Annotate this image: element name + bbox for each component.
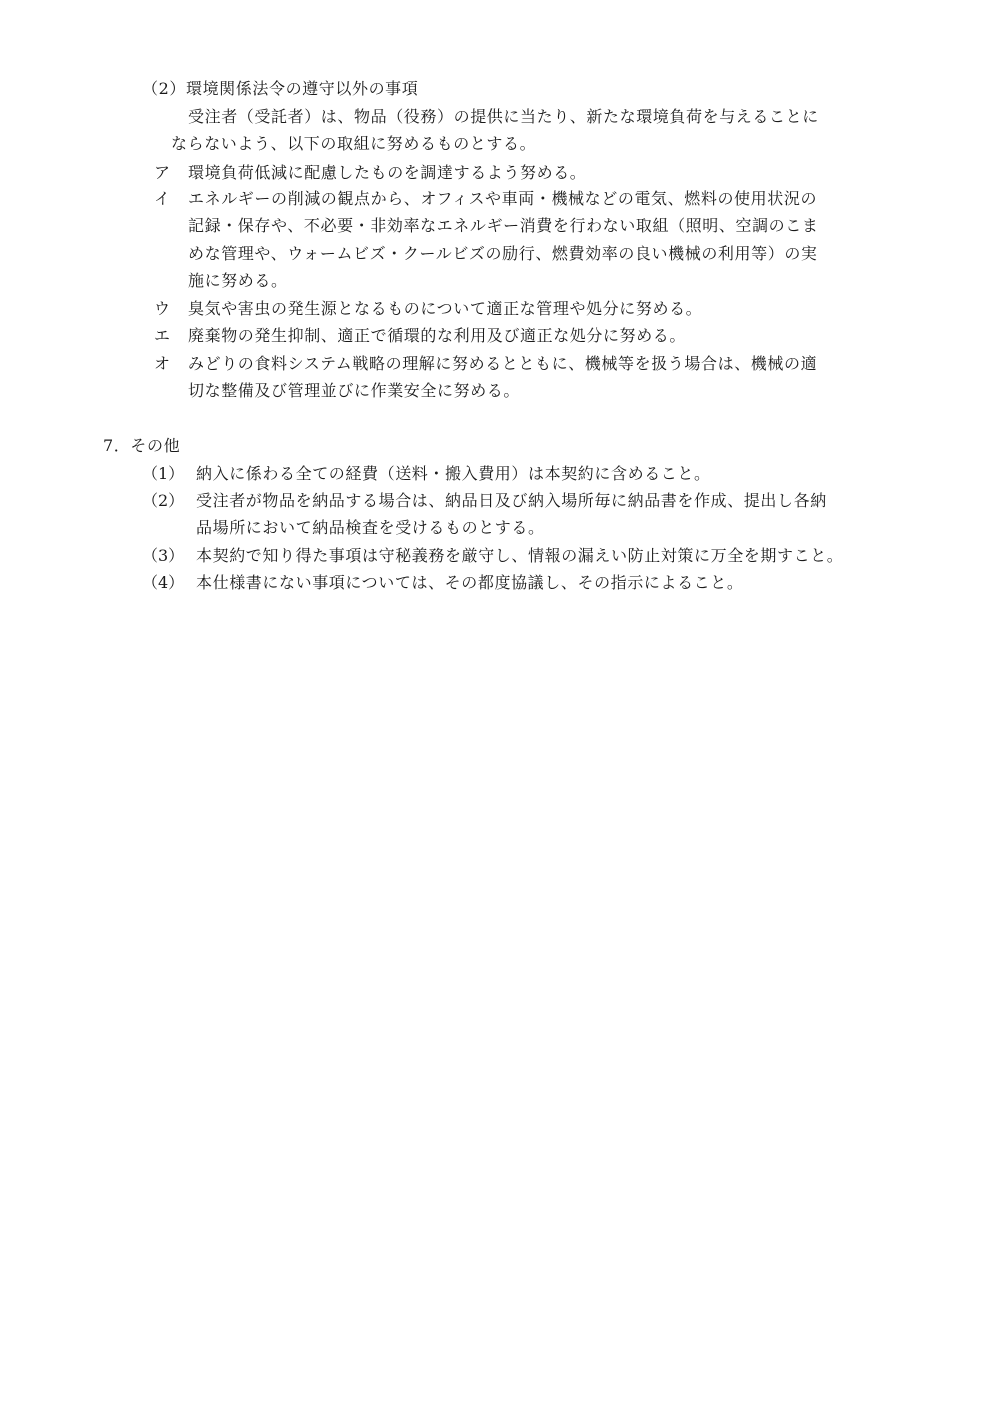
item-marker: イ: [154, 189, 171, 208]
item-marker: ウ: [154, 299, 171, 318]
item-text-line: 臭気や害虫の発生源となるものについて適正な管理や処分に努める。: [188, 299, 703, 318]
item-marker: （2）: [142, 491, 185, 510]
item-text-line: 本契約で知り得た事項は守秘義務を厳守し、情報の漏えい防止対策に万全を期すこと。: [196, 546, 844, 565]
item-text-line: 施に努める。: [188, 271, 288, 290]
item-marker: オ: [154, 354, 171, 373]
item-marker: （1）: [142, 464, 185, 483]
item-text-line: 品場所において納品検査を受けるものとする。: [196, 518, 545, 537]
section-7-heading: 7．その他: [103, 436, 181, 455]
item-text-line: エネルギーの削減の観点から、オフィスや車両・機械などの電気、燃料の使用状況の: [188, 189, 818, 208]
item-text-line: めな管理や、ウォームビズ・クールビズの励行、燃費効率の良い機械の利用等）の実: [188, 244, 818, 263]
item-text-line: みどりの食料システム戦略の理解に努めるとともに、機械等を扱う場合は、機械の適: [188, 354, 818, 373]
item-text-line: 本仕様書にない事項については、その都度協議し、その指示によること。: [196, 573, 744, 592]
section-2-heading: （2）環境関係法令の遵守以外の事項: [142, 79, 419, 98]
item-marker: （4）: [142, 573, 185, 592]
item-text-line: 納入に係わる全ての経費（送料・搬入費用）は本契約に含めること。: [196, 464, 711, 483]
item-text-line: 切な整備及び管理並びに作業安全に努める。: [188, 381, 521, 400]
section-2-intro-line-1: 受注者（受託者）は、物品（役務）の提供に当たり、新たな環境負荷を与えることに: [188, 107, 819, 126]
item-text-line: 記録・保存や、不必要・非効率なエネルギー消費を行わない取組（照明、空調のこま: [188, 216, 819, 235]
item-text-line: 受注者が物品を納品する場合は、納品日及び納入場所毎に納品書を作成、提出し各納: [196, 491, 827, 510]
item-marker: エ: [154, 326, 171, 345]
item-marker: （3）: [142, 546, 185, 565]
section-2-intro-line-2: ならないよう、以下の取組に努めるものとする。: [171, 134, 537, 153]
item-text-line: 廃棄物の発生抑制、適正で循環的な利用及び適正な処分に努める。: [188, 326, 687, 345]
item-marker: ア: [154, 163, 171, 182]
item-text-line: 環境負荷低減に配慮したものを調達するよう努める。: [188, 163, 587, 182]
